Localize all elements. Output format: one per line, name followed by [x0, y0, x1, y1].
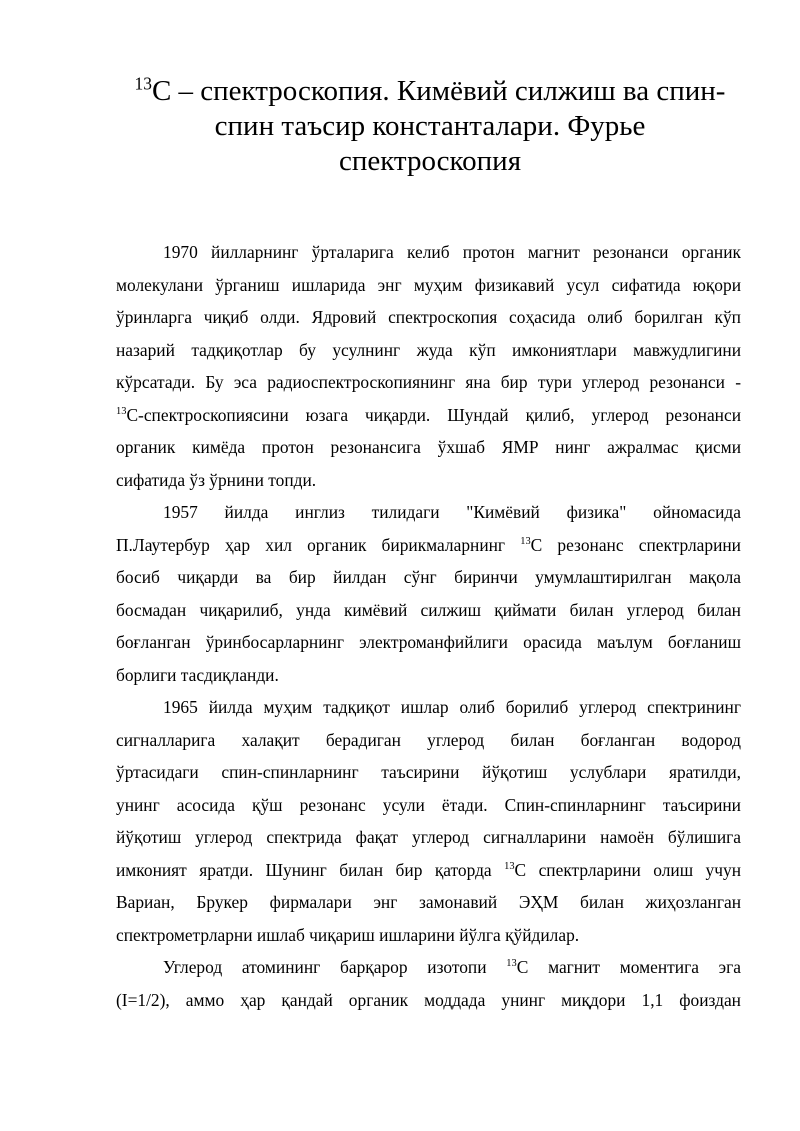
isotope-superscript: 13	[506, 958, 517, 970]
text-line: 1965 йилда муҳим тадқиқот ишлар олиб борилиб углерод спектрининг	[163, 697, 741, 717]
body-text	[116, 236, 741, 1016]
page-title	[90, 74, 770, 179]
text-line: имконият яратди. Шунинг билан бир қаторда $^{13}$C спектрларини олиш учун	[116, 859, 741, 880]
isotope-superscript: 13	[504, 860, 515, 872]
paragraph	[116, 236, 741, 496]
text-line: органик кимёда протон резонансига ўхшаб ЯМР нинг ажралмас қисми	[116, 437, 741, 457]
text-line: сигналларига халақит берадиган углерод билан боғланган водород	[116, 729, 741, 750]
text-line: сифатида ўз ўрнини топди.	[116, 469, 317, 490]
text-line: босмадан чиқарилиб, унда кимёвий силжиш қиймати билан углерод билан	[116, 599, 741, 620]
text-line: унинг асосида қўш резонанс усули ётади. Спин-спинларнинг таъсирини	[116, 794, 741, 815]
title-line-2: спин таъсир константалари. Фурье	[214, 110, 646, 142]
text-line: кўрсатади. Бу эса радиоспектроскопиянинг яна бир тури углерод резонанси -	[116, 372, 741, 392]
paragraph	[116, 496, 741, 691]
text-line: Углерод атомининг барқарор изотопи $^{13}$C магнит моментига эга	[163, 957, 741, 977]
title-superscript: 13	[134, 73, 152, 94]
text-line: спектрометрларни ишлаб чиқариш ишларини йўлга қўйдилар.	[116, 924, 580, 945]
isotope-superscript: 13	[520, 535, 531, 547]
text-line: назарий тадқиқотлар бу усулнинг жуда кўп имкониятлари мавжудлигини	[116, 339, 741, 360]
text-line: ўринларга чиқиб олди. Ядровий спектроскопия соҳасида олиб борилган кўп	[116, 307, 741, 327]
text-line: 1970 йилларнинг ўрталарига келиб протон магнит резонанси органик	[163, 242, 741, 262]
paragraph	[116, 951, 741, 1016]
text-line: ўртасидаги спин-спинларнинг таъсирини йўқотиш услублари яратилди,	[116, 762, 741, 782]
title-line-1: $^{13}$C – спектроскопия. Кимёвий силжиш ва спин-	[134, 73, 726, 107]
text-line: босиб чиқарди ва бир йилдан сўнг биринчи умумлаштирилган мақола	[116, 567, 741, 587]
text-line: Вариан, Брукер фирмалари энг замонавий ЭҲМ билан жиҳозланган	[116, 892, 741, 912]
text-line: йўқотиш углерод спектрида фақат углерод сигналларини намоён бўлишига	[116, 827, 741, 847]
text-line: П.Лаутербур ҳар хил органик бирикмаларнинг $^{13}$C резонанс спектрларини	[116, 534, 741, 555]
text-line: 1957 йилда инглиз тилидаги "Кимёвий физика" ойномасида	[163, 502, 741, 522]
text-line: молекулани ўрганиш ишларида энг муҳим физикавий усул сифатида юқори	[116, 274, 741, 295]
text-line: $^{13}$C-спектроскопиясини юзага чиқарди. Шундай қилиб, углерод резонанси	[116, 404, 741, 425]
text-line: борлиги тасдиқланди.	[116, 664, 279, 685]
isotope-superscript: 13	[116, 405, 127, 417]
paragraph	[116, 691, 741, 951]
text-line: боғланган ўринбосарларнинг электроманфийлиги орасида маълум боғланиш	[116, 632, 741, 652]
title-line-3: спектроскопия	[338, 145, 522, 177]
text-line: (I=1/2), аммо ҳар қандай органик моддада унинг миқдори 1,1 фоиздан	[116, 989, 741, 1010]
